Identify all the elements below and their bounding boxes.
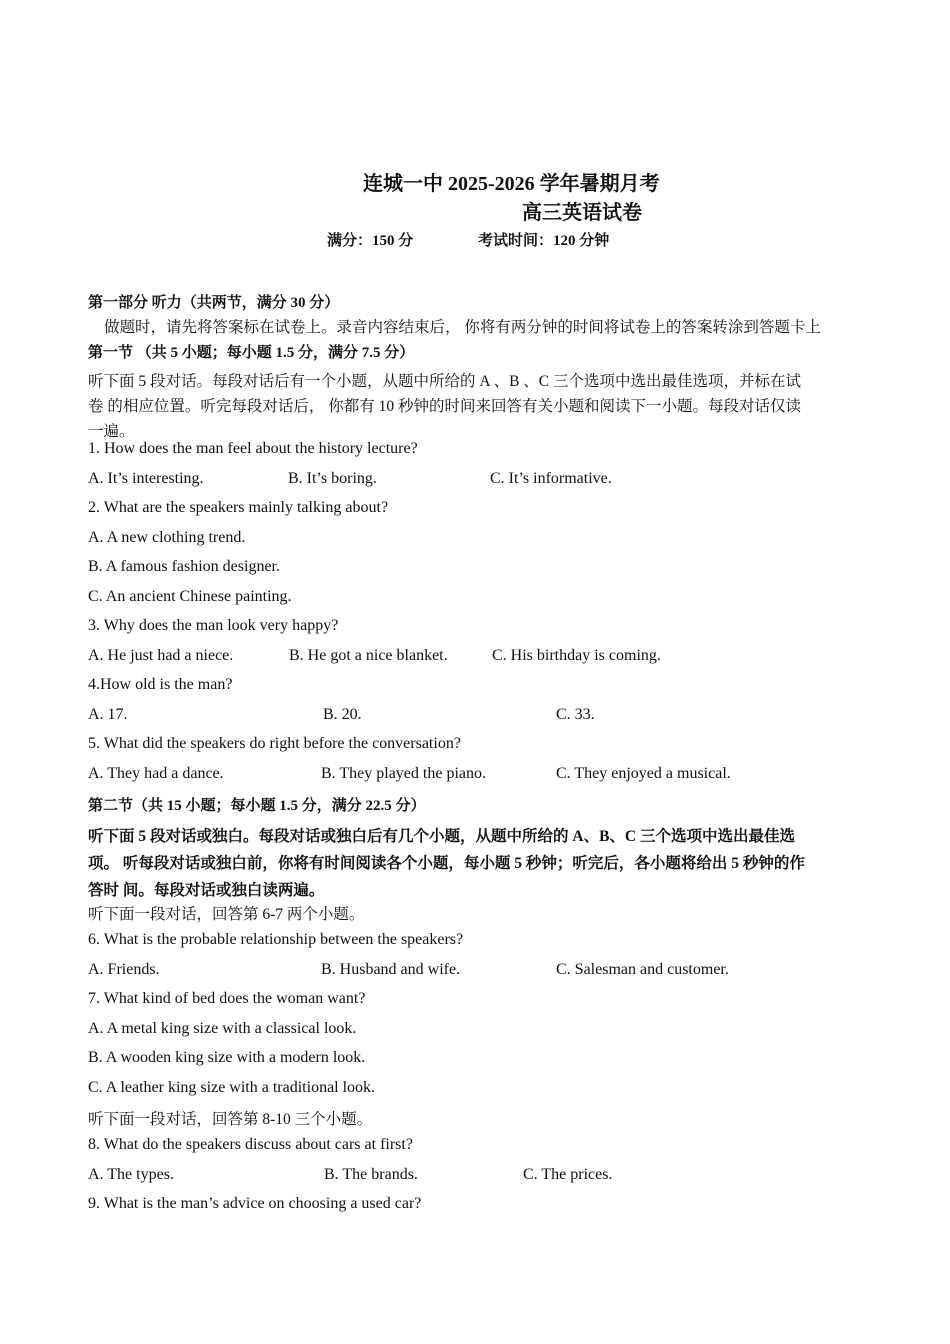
option-3b: B. He got a nice blanket. — [289, 647, 448, 664]
question-9: 9. What is the man’s advice on choosing a used car? — [88, 1195, 422, 1212]
option-1b: B. It’s boring. — [288, 470, 377, 487]
question-1: 1. How does the man feel about the history lecture? — [88, 440, 418, 457]
part1-instruction: 做题时，请先将答案标在试卷上。录音内容结束后， 你将有两分钟的时间将试卷上的答案转涂到答题卡上 — [104, 319, 821, 336]
option-5b: B. They played the piano. — [321, 765, 486, 782]
group-instruction-6-7: 听下面一段对话，回答第 6-7 两个小题。 — [88, 906, 365, 923]
option-3c: C. His birthday is coming. — [492, 647, 661, 664]
option-6b: B. Husband and wife. — [321, 961, 461, 978]
option-7a: A. A metal king size with a classical look. — [88, 1020, 357, 1037]
section2-instr-line: 听下面 5 段对话或独白。每段对话或独白后有几个小题，从题中所给的 A、B、C 三个选项中选出最佳选 — [88, 828, 795, 845]
option-7b: B. A wooden king size with a modern look. — [88, 1049, 366, 1066]
option-2b: B. A famous fashion designer. — [88, 558, 280, 575]
exam-title: 高三英语试卷 — [522, 202, 642, 224]
question-7: 7. What kind of bed does the woman want? — [88, 990, 366, 1007]
option-4c: C. 33. — [556, 706, 595, 723]
section2-heading: 第二节（共 15 小题；每小题 1.5 分，满分 22.5 分） — [88, 798, 426, 814]
option-3a: A. He just had a niece. — [88, 647, 234, 664]
section1-instr-line: 听下面 5 段对话。每段对话后有一个小题，从题中所给的 A 、B 、C 三个选项中选出最佳选项，并标在试 — [88, 373, 802, 390]
option-4b: B. 20. — [323, 706, 362, 723]
option-4a: A. 17. — [88, 706, 128, 723]
question-2: 2. What are the speakers mainly talking about? — [88, 499, 389, 516]
option-6c: C. Salesman and customer. — [556, 961, 729, 978]
section2-instr-line: 答时 间。每段对话或独白读两遍。 — [88, 882, 325, 899]
question-8: 8. What do the speakers discuss about cars at first? — [88, 1136, 413, 1153]
section1-heading: 第一节 （共 5 小题；每小题 1.5 分，满分 7.5 分） — [88, 345, 415, 361]
option-6a: A. Friends. — [88, 961, 160, 978]
option-7c: C. A leather king size with a traditional look. — [88, 1079, 376, 1096]
question-5: 5. What did the speakers do right before the conversation? — [88, 735, 461, 752]
option-8a: A. The types. — [88, 1166, 174, 1183]
exam-time: 考试时间：120 分钟 — [478, 233, 610, 249]
question-4: 4.How old is the man? — [88, 676, 233, 693]
option-5a: A. They had a dance. — [88, 765, 224, 782]
option-1a: A. It’s interesting. — [88, 470, 204, 487]
part1-heading: 第一部分 听力（共两节，满分 30 分） — [88, 295, 340, 311]
section1-instr-line: 卷 的相应位置。听完每段对话后， 你都有 10 秒钟的时间来回答有关小题和阅读下一小题。每段对话仅读 — [88, 398, 802, 415]
question-3: 3. Why does the man look very happy? — [88, 617, 339, 634]
full-score: 满分：150 分 — [327, 233, 414, 249]
option-8c: C. The prices. — [523, 1166, 613, 1183]
section1-instr-line: 一遍。 — [88, 423, 135, 440]
question-6: 6. What is the probable relationship between the speakers? — [88, 931, 464, 948]
option-2c: C. An ancient Chinese painting. — [88, 588, 292, 605]
option-2a: A. A new clothing trend. — [88, 529, 246, 546]
group-instruction-8-10: 听下面一段对话，回答第 8-10 三个小题。 — [88, 1111, 373, 1128]
option-5c: C. They enjoyed a musical. — [556, 765, 731, 782]
option-1c: C. It’s informative. — [490, 470, 612, 487]
school-title: 连城一中 2025-2026 学年暑期月考 — [363, 173, 660, 195]
option-8b: B. The brands. — [324, 1166, 418, 1183]
section2-instr-line: 项。 听每段对话或独白前，你将有时间阅读各个小题，每小题 5 秒钟；听完后，各小题将给出 5 秒钟的作 — [88, 855, 805, 872]
